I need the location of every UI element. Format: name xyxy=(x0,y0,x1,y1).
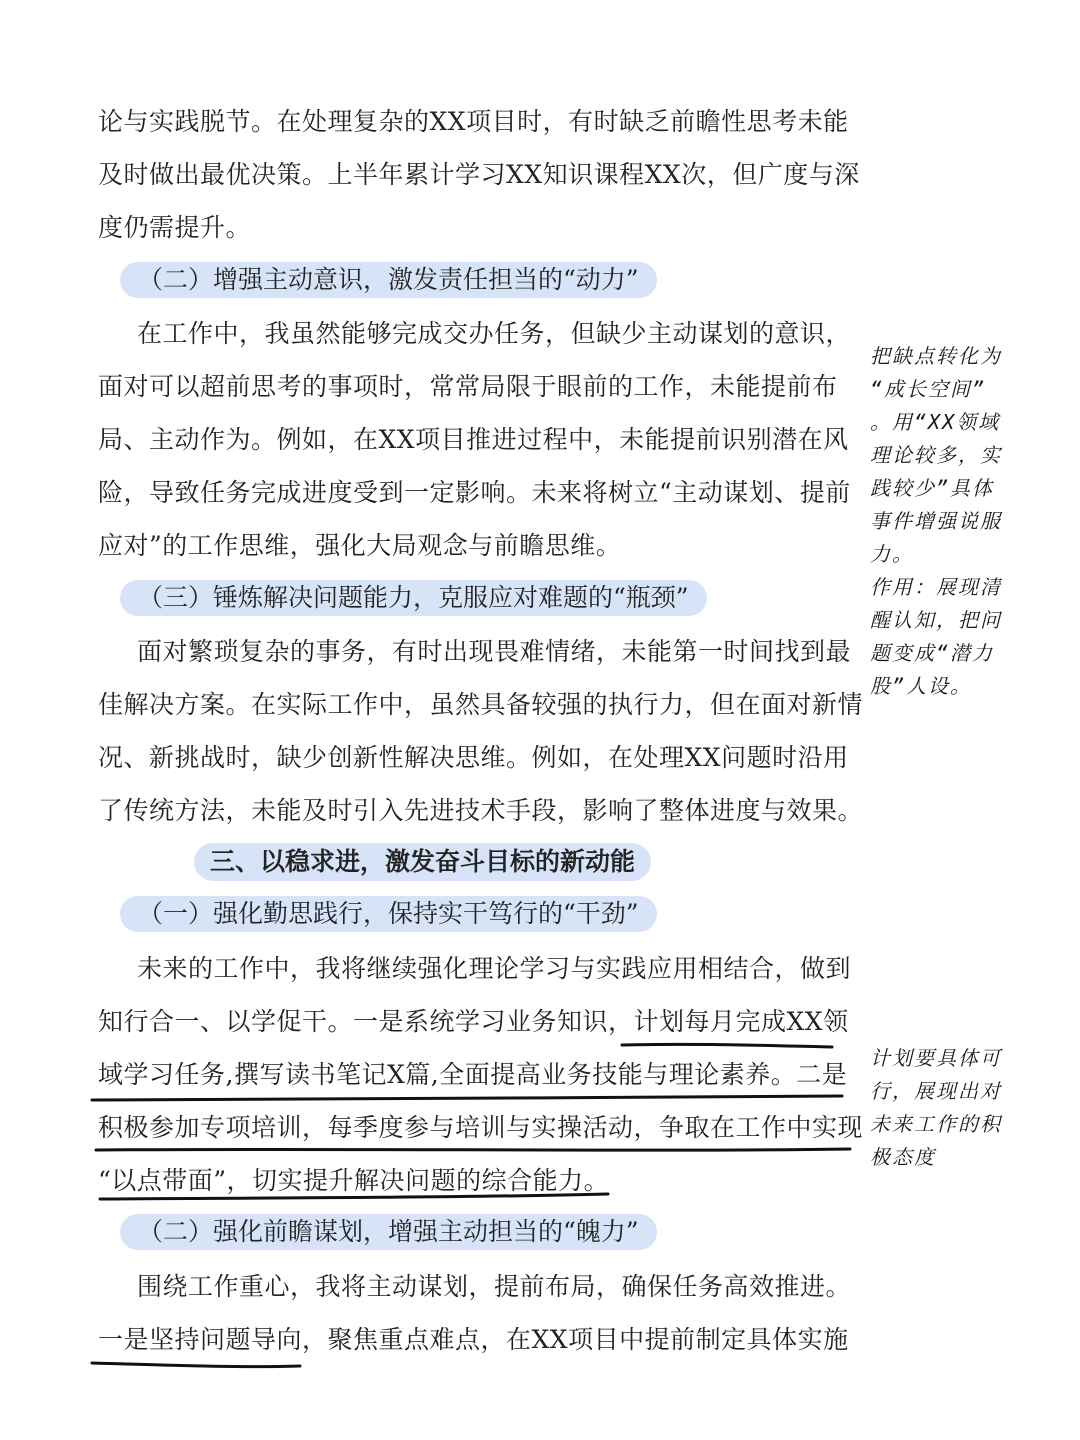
text-line: 一是坚持问题导向，聚焦重点难点，在XX项目中提前制定具体实施 xyxy=(98,1325,849,1354)
text-line: 了传统方法，未能及时引入先进技术手段，影响了整体进度与效果。 xyxy=(98,796,864,825)
subheading-2b: （二）强化前瞻谋划，增强主动担当的“魄力” xyxy=(120,1214,657,1250)
margin-note xyxy=(870,340,1040,703)
text-line: 况、新挑战时，缺少创新性解决思维。例如，在处理XX问题时沿用 xyxy=(98,743,849,772)
text-line: 及时做出最优决策。上半年累计学习XX知识课程XX次，但广度与深 xyxy=(98,160,860,189)
note-line: 计划要具体可 xyxy=(870,1046,1002,1070)
note-line: 题变成“潜力 xyxy=(870,641,995,665)
note-line: 事件增强说服 xyxy=(870,509,1002,533)
text-line: 积极参加专项培训，每季度参与培训与实操活动，争取在工作中实现 xyxy=(98,1113,864,1142)
underline-stroke xyxy=(96,1149,850,1150)
note-line: 力。 xyxy=(870,542,914,566)
text-line: 险，导致任务完成进度受到一定影响。未来将树立“主动谋划、提前 xyxy=(98,478,851,507)
margin-note xyxy=(870,1042,1040,1174)
text-line: 未来的工作中，我将继续强化理论学习与实践应用相结合，做到 xyxy=(137,954,852,983)
text-line: “以点带面”，切实提升解决问题的综合能力。 xyxy=(98,1166,610,1195)
note-line: 股”人设。 xyxy=(870,674,973,698)
text-line: 在工作中，我虽然能够完成交办任务，但缺少主动谋划的意识， xyxy=(137,319,852,348)
text-line: 佳解决方案。在实际工作中，虽然具备较强的执行力，但在面对新情 xyxy=(98,690,864,719)
text-line: 论与实践脱节。在处理复杂的XX项目时，有时缺乏前瞻性思考未能 xyxy=(98,107,849,136)
note-line: 未来工作的积 xyxy=(870,1112,1002,1136)
text-line: 域学习任务,撰写读书笔记X篇,全面提高业务技能与理论素养。二是 xyxy=(98,1060,848,1089)
note-line: 把缺点转化为 xyxy=(870,344,1002,368)
note-line: 行，展现出对 xyxy=(870,1079,1002,1103)
underline-stroke xyxy=(92,1363,300,1367)
subheading-2: （二）增强主动意识，激发责任担当的“动力” xyxy=(120,262,657,298)
text-line: 度仍需提升。 xyxy=(98,213,252,242)
note-line: “成长空间” xyxy=(870,377,987,401)
subheading-3: （三）锤炼解决问题能力，克服应对难题的“瓶颈” xyxy=(120,580,707,616)
note-line: 醒认知，把问 xyxy=(870,608,1002,632)
note-line: 作用：展现清 xyxy=(870,575,1002,599)
note-line: 理论较多，实 xyxy=(870,443,1002,467)
subheading-1: （一）强化勤思践行，保持实干笃行的“干劲” xyxy=(120,896,657,932)
underline-stroke xyxy=(92,1096,842,1100)
text-line: 面对可以超前思考的事项时，常常局限于眼前的工作，未能提前布 xyxy=(98,372,838,401)
text-line: 围绕工作重心，我将主动谋划，提前布局，确保任务高效推进。 xyxy=(137,1272,852,1301)
note-line: 极态度 xyxy=(870,1145,936,1169)
underline-stroke xyxy=(622,1044,832,1047)
text-line: 局、主动作为。例如，在XX项目推进过程中，未能提前识别潜在风 xyxy=(98,425,849,454)
text-line: 面对繁琐复杂的事务，有时出现畏难情绪，未能第一时间找到最 xyxy=(137,637,852,666)
section-heading: 三、以稳求进，激发奋斗目标的新动能 xyxy=(194,843,651,881)
note-line: 。用“XX领域 xyxy=(870,410,1001,434)
text-line: 知行合一、以学促干。一是系统学习业务知识，计划每月完成XX领 xyxy=(98,1007,849,1036)
note-line: 践较少”具体 xyxy=(870,476,995,500)
text-line: 应对”的工作思维，强化大局观念与前瞻思维。 xyxy=(98,531,622,560)
